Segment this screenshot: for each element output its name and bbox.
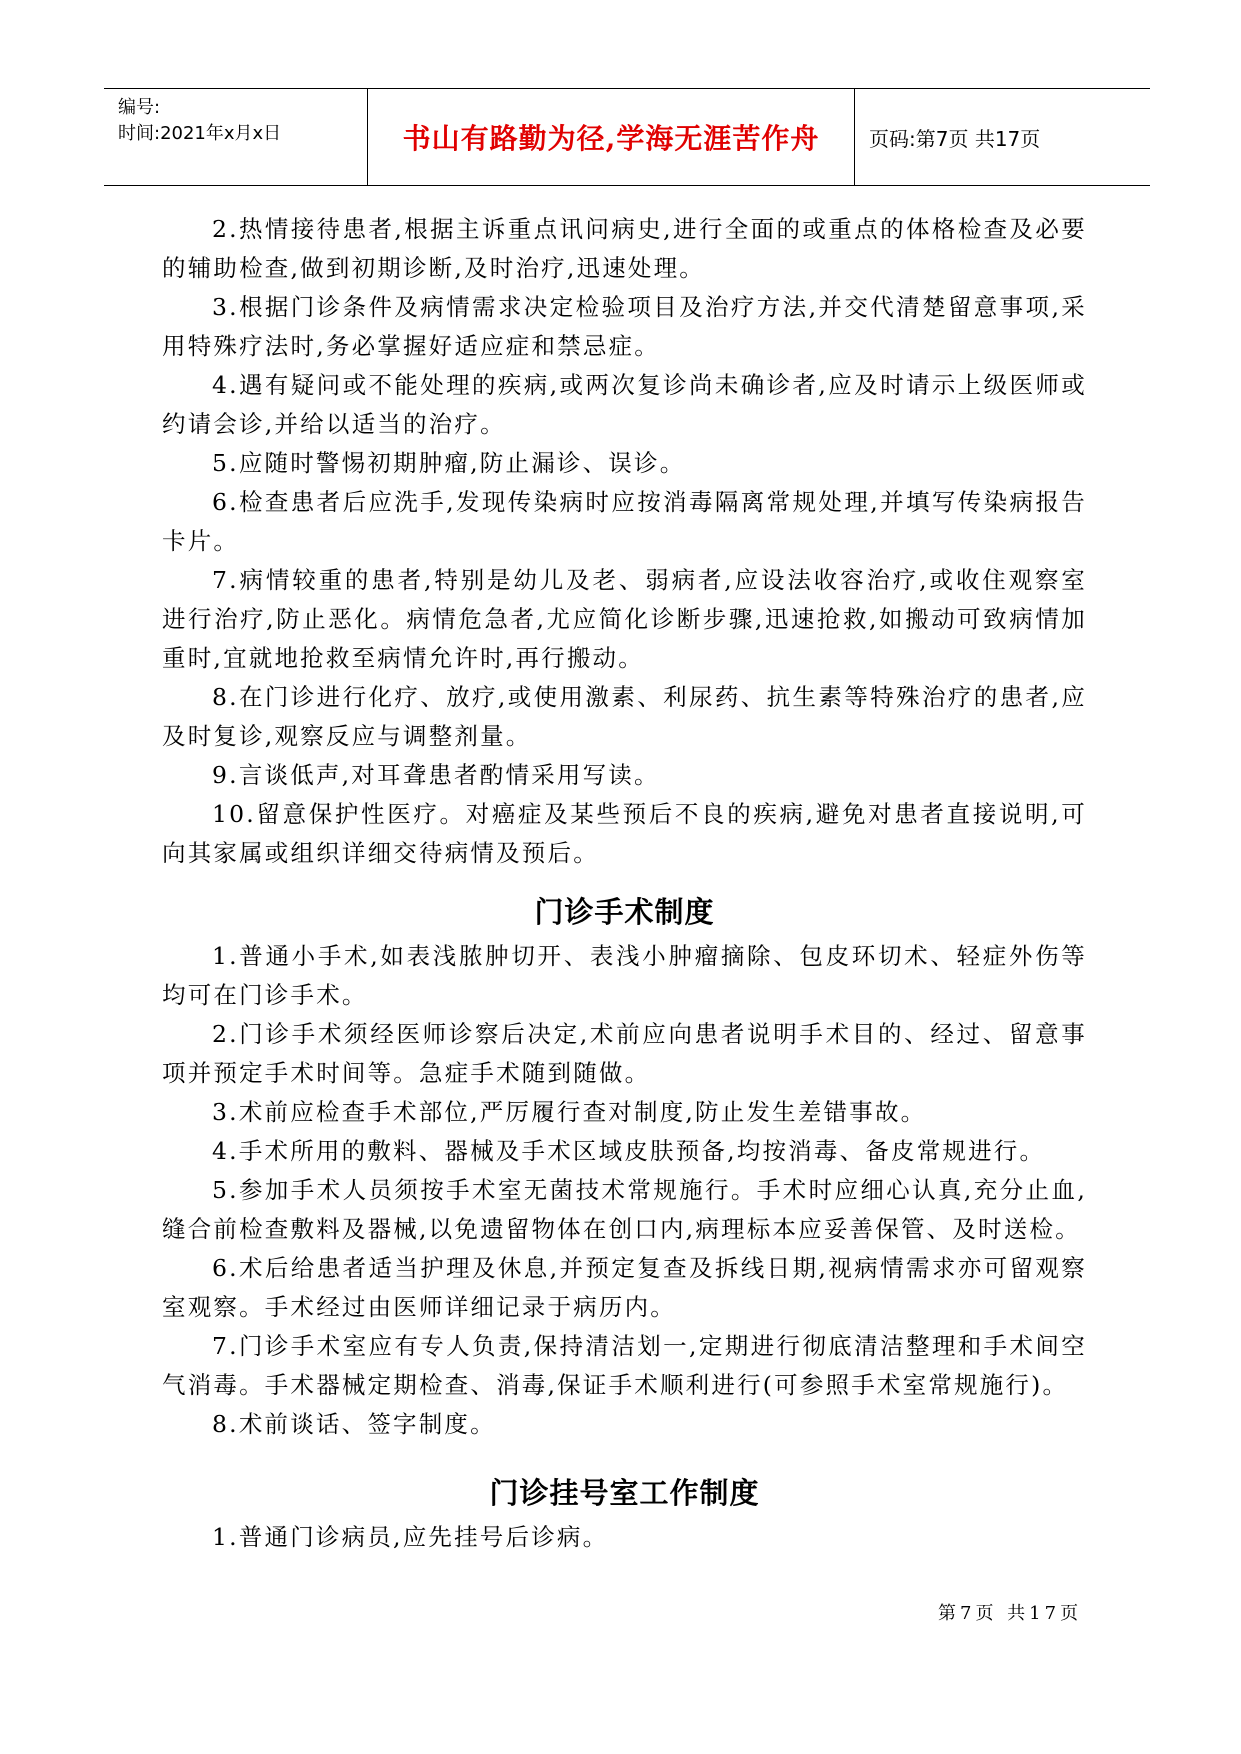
page-footer: 第7页 共17页 (938, 1603, 1083, 1624)
document-body (162, 210, 1087, 1557)
paragraph: 6.检查患者后应洗手,发现传染病时应按消毒隔离常规处理,并填写传染病报告卡片。 (162, 488, 1087, 555)
section-title: 门诊挂号室工作制度 (489, 1476, 760, 1510)
section-title: 门诊手术制度 (534, 895, 715, 929)
paragraph: 8.术前谈话、签字制度。 (212, 1410, 496, 1438)
header-meta (104, 89, 368, 185)
paragraph: 5.应随时警惕初期肿瘤,防止漏诊、误诊。 (212, 449, 686, 477)
paragraph: 7.门诊手术室应有专人负责,保持清洁划一,定期进行彻底清洁整理和手术间空气消毒。手术器械定期检查、消毒,保证手术顺利进行(可参照手术室常规施行)。 (162, 1332, 1087, 1399)
paragraph: 5.参加手术人员须按手术室无菌技术常规施行。手术时应细心认真,充分止血,缝合前检查敷料及器械,以免遗留物体在创口内,病理标本应妥善保管、及时送检。 (162, 1176, 1087, 1243)
number-label: 编号: (118, 97, 161, 118)
paragraph: 4.手术所用的敷料、器械及手术区域皮肤预备,均按消毒、备皮常规进行。 (212, 1137, 1046, 1165)
paragraph: 1.普通小手术,如表浅脓肿切开、表浅小肿瘤摘除、包皮环切术、轻症外伤等均可在门诊手术。 (162, 942, 1087, 1009)
paragraph: 2.门诊手术须经医师诊察后决定,术前应向患者说明手术目的、经过、留意事项并预定手术时间等。急症手术随到随做。 (162, 1020, 1087, 1087)
time-label: 时间:2021年x月x日 (118, 123, 282, 144)
paragraph: 4.遇有疑问或不能处理的疾病,或两次复诊尚未确诊者,应及时请示上级医师或约请会诊,并给以适当的治疗。 (162, 371, 1087, 438)
header-page-info: 页码:第7页 共17页 (869, 126, 1041, 151)
paragraph: 1.普通门诊病员,应先挂号后诊病。 (212, 1523, 609, 1551)
paragraph: 3.术前应检查手术部位,严厉履行查对制度,防止发生差错事故。 (212, 1098, 927, 1126)
header-motto: 书山有路勤为径,学海无涯苦作舟 (368, 89, 855, 185)
paragraph: 8.在门诊进行化疗、放疗,或使用激素、利尿药、抗生素等特殊治疗的患者,应及时复诊,观察反应与调整剂量。 (162, 683, 1087, 750)
paragraph: 9.言谈低声,对耳聋患者酌情采用写读。 (212, 761, 660, 789)
document-header (104, 88, 1150, 186)
paragraph: 3.根据门诊条件及病情需求决定检验项目及治疗方法,并交代清楚留意事项,采用特殊疗法时,务必掌握好适应症和禁忌症。 (162, 293, 1087, 360)
paragraph: 2.热情接待患者,根据主诉重点讯问病史,进行全面的或重点的体格检查及必要的辅助检查,做到初期诊断,及时治疗,迅速处理。 (162, 215, 1087, 282)
paragraph: 10.留意保护性医疗。对癌症及某些预后不良的疾病,避免对患者直接说明,可向其家属或组织详细交待病情及预后。 (162, 800, 1087, 867)
paragraph: 6.术后给患者适当护理及休息,并预定复查及拆线日期,视病情需求亦可留观察室观察。手术经过由医师详细记录于病历内。 (162, 1254, 1087, 1321)
paragraph: 7.病情较重的患者,特别是幼儿及老、弱病者,应设法收容治疗,或收住观察室进行治疗,防止恶化。病情危急者,尤应简化诊断步骤,迅速抢救,如搬动可致病情加重时,宜就地抢救至病情允许时,再行搬动。 (162, 566, 1087, 672)
